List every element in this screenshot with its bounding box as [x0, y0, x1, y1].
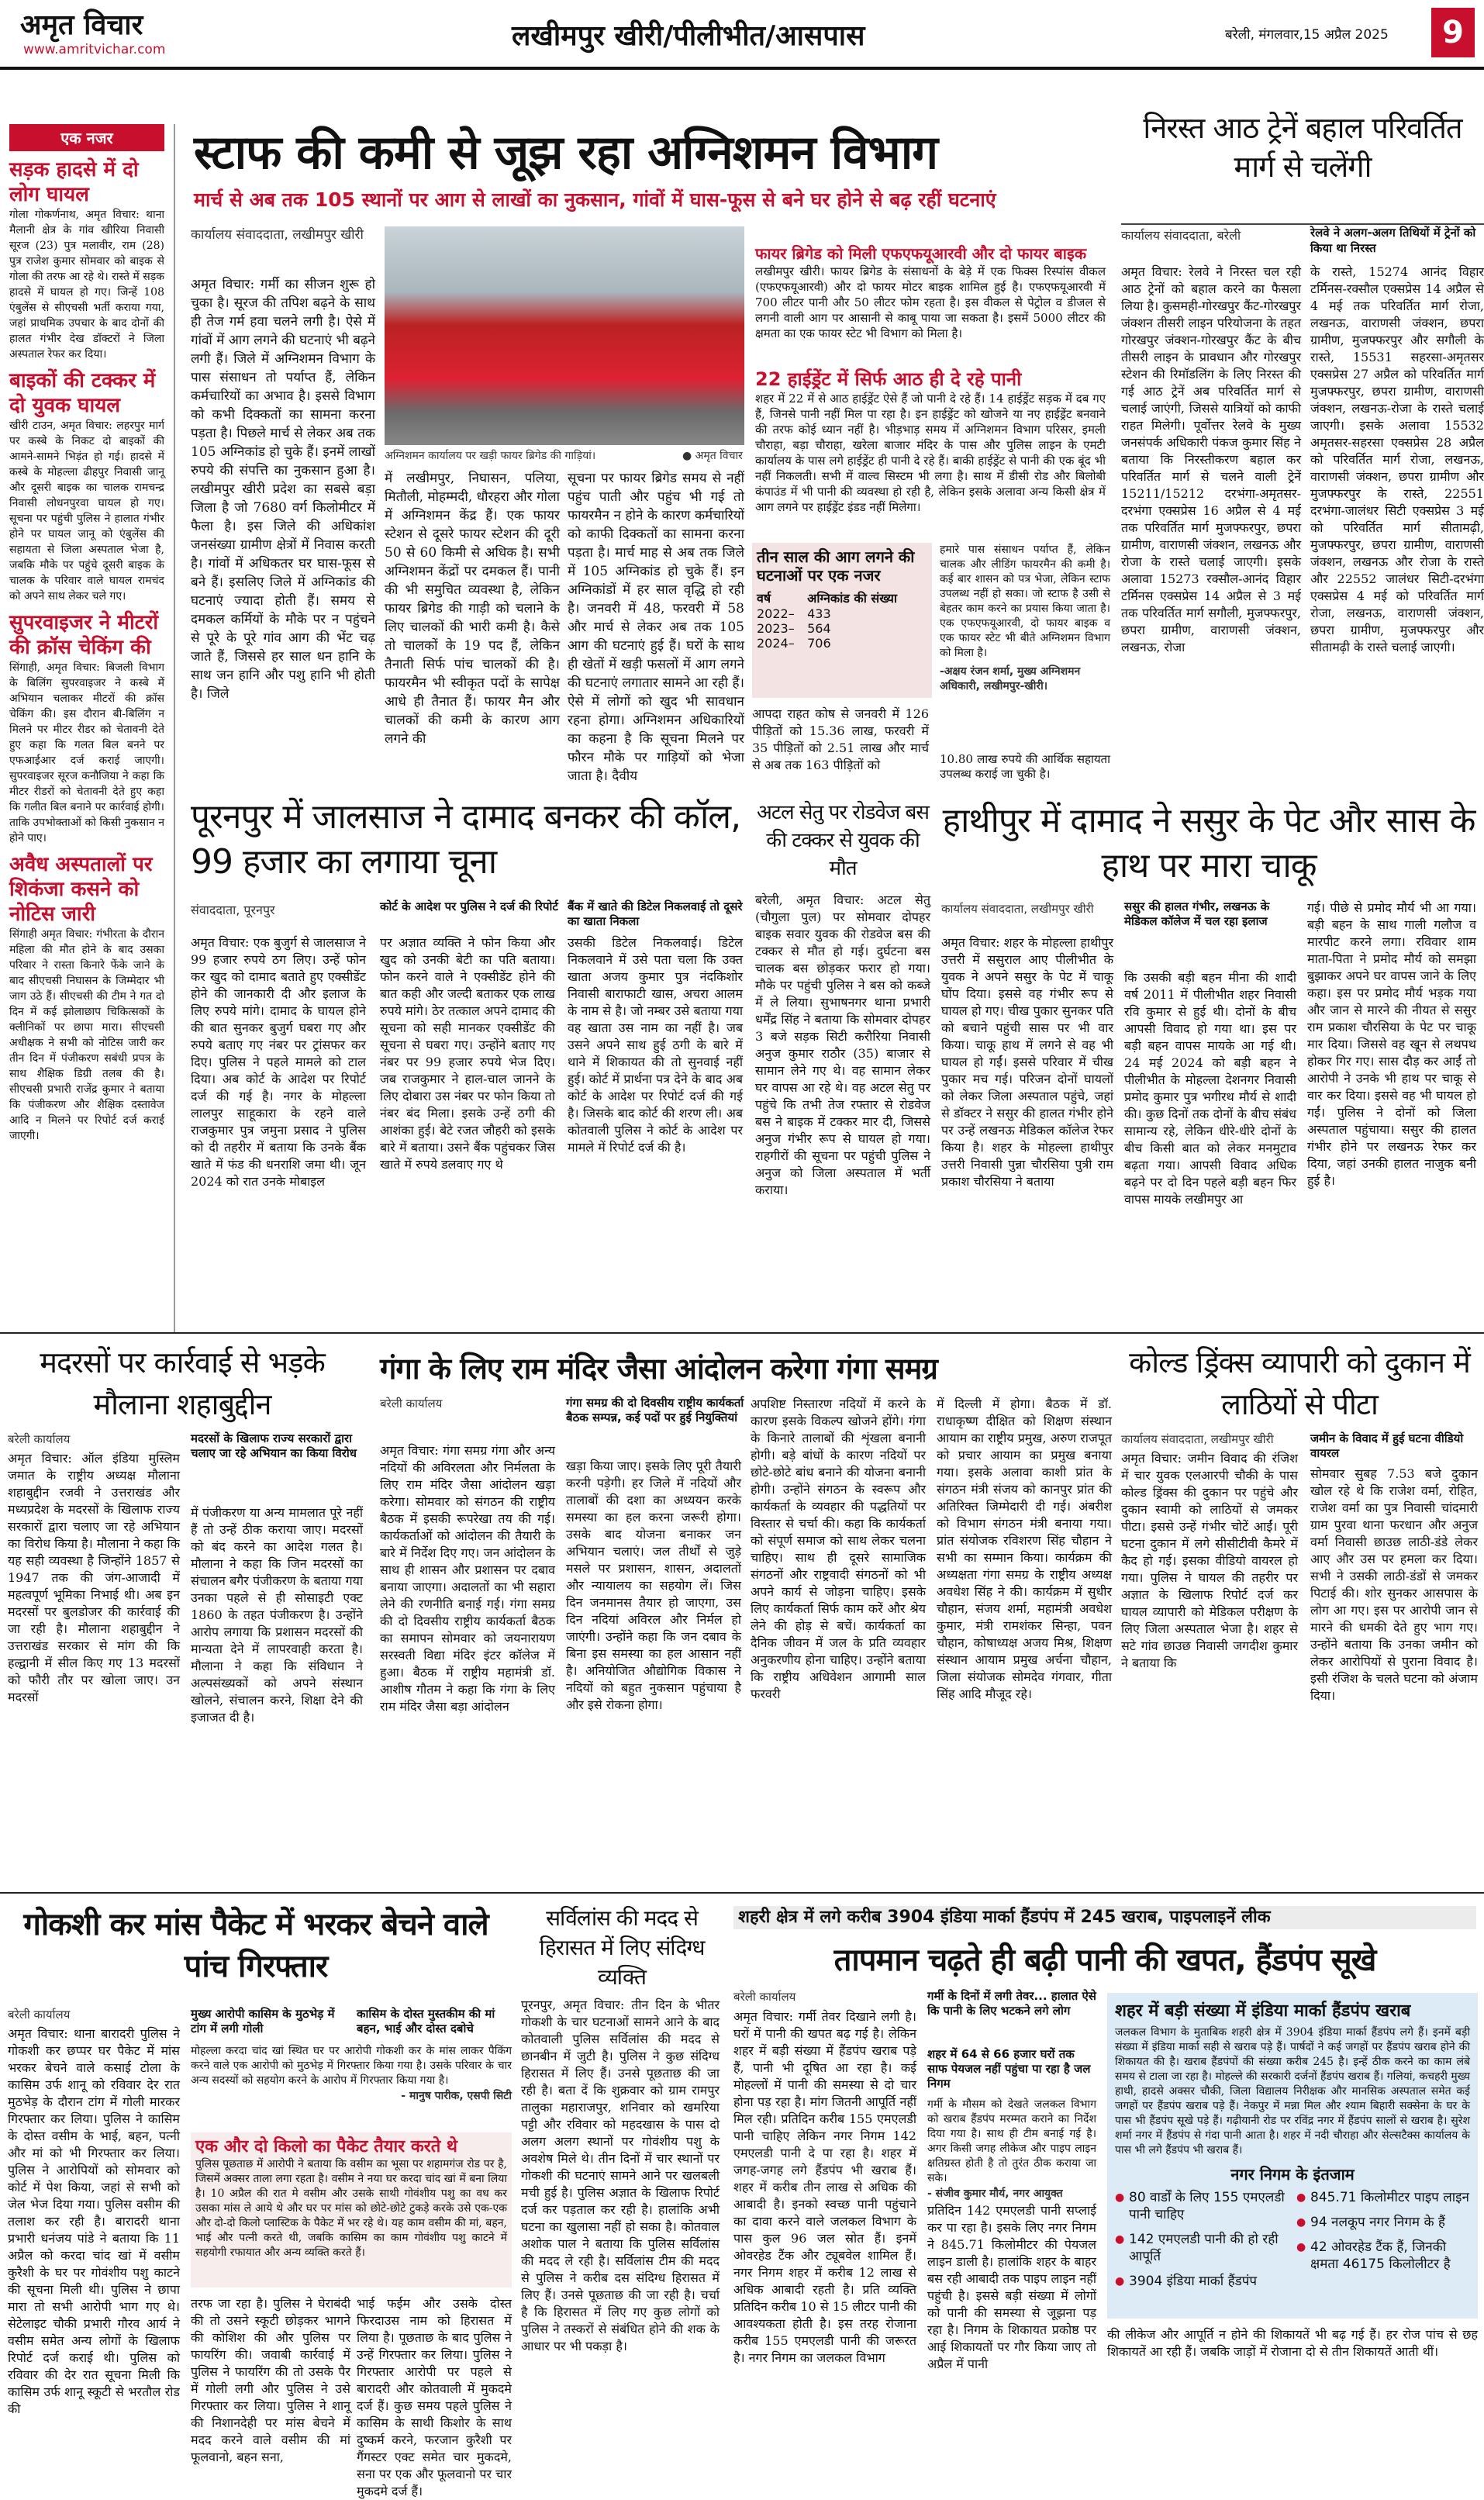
water-box-text: जलकल विभाग के मुताबिक शहरी क्षेत्र में 3904 इंडिया मार्का हैंडपंप लगे हैं। इनमें बड़ी संख्या में इंडिया मार्का सही से खराब पड़े हैं। पार्षदों ने कई जगहों पर हैंडपंप खराब होने की शिकायत की है। खराब हैंडपंपों की संख्या करीब 245 है। इन्हें ठीक करने का काम लंबे समय से टाला जा रहा है। मोहल्ले की सरकारी दर्जनों हैंडपंप खराब हैं। गलियां, कचहरी मुख्य हाथी, हादसे अक्सर चौकी, जिला विद्यालय निरीक्षक और मानसिक अस्पताल समेत कई जगहों पर हैंडपंप खराब पड़े हैं। नेकपुर में मन्ना मिल और श्याम बिहारी सक्सेना के घर के पास भी हैंडपंप सूखे पड़े हैं। गढ़ीयानी रोड पर रविंद्र नगर में हैंडपंप सालों से खराब है। सुरेश शर्मा नगर में हैंडपंप से गंदा पानी आता है। शहर में नदी चौराहा और सेल्सटैक्स कार्यालय के पास भी लगे हैंडपंप भी खराब हैं।	[1115, 2026, 1470, 2156]
fire-col-1: अमृत विचार: गर्मी का सीजन शुरू हो चुका है। सूरज की तपिश बढ़ने के साथ ही तेज गर्म हवा चलने लगी है। ऐसे में गांवों में आग लगने की घटनाएं भी बढ़ने लगी हैं। जिले में अग्निशमन विभाग के पास संसाधन तो पर्याप्त हैं, लेकिन कर्मचारियों का अभाव है। इससे विभाग को कभी दिक्कतों का सामना करना पड़ता है। पिछले मार्च से लेकर अब तक 105 अग्निकांड हो चुके हैं। इनमें लाखों रुपये की संपत्ति का नुकसान हुआ है। लखीमपुर खीरी प्रदेश का सबसे बड़ा जिला है जो 7680 वर्ग किलोमीटर में फैला है। इस जिले की अधिकांश जनसंख्या ग्रामीण क्षेत्रों में निवास करती है। गांवों में अधिकतर घर घास-फूस से बने हैं। इसलिए जिले में अग्निकांड की घटनाएं ज्यादा होती हैं। समय से दमकल कर्मियों के मौके पर न पहुंचने से पूरे के पूरे गांव आग की भेंट चढ़ जाते हैं, जिससे हर साल धन हानि के साथ जन हानि और पशु हानि भी होती है। जिले	[191, 277, 375, 702]
trains-side-tag: रेलवे ने अलग-अलग तिथियों में ट्रेनों को किया था निरस्त	[1310, 226, 1476, 255]
cow-sub-headline: एक और दो किलो का पैकेट तैयार करते थे	[195, 2137, 457, 2156]
cow-headline: गोकशी कर मांस पैकेट में भरकर बेचने वाले पांच गिरफ्तार	[23, 1907, 488, 1984]
list-item: ● 94 नलकूप नगर निगम के हैं	[1296, 2214, 1470, 2231]
list-item: ● 845.71 किलोमीटर पाइप लाइन	[1296, 2189, 1470, 2206]
cow-col-2: तरफ जा रहा है। पुलिस ने घेराबंदी की तो उसने स्कूटी छोड़कर भागने की कोशिश की और पुलिस पर फायरिंग की। जवाबी कार्रवाई में पुलिस ने फायरिंग की तो उसके पैर में गोली लगी और पुलिस ने उसे गिरफ्तार कर लिया। पुलिस ने शानू की निशानदेही पर मांस बेचने में मदद करने वाले वसीम की मां फूलवानो, बहन सना,	[191, 2296, 350, 2464]
madrasa-col-1: अमृत विचार: ऑल इंडिया मुस्लिम जमात के राष्ट्रीय अध्यक्ष मौलाना शहाबुद्दीन रजवी ने उत्तराखंड और मध्यप्रदेश के मदरसों के खिलाफ राज्य सरकारों द्वारा चलाए जा रहे अभियान का विरोध किया है। मौलाना ने कहा कि यह सही व्यवस्था है जिन्होंने 1857 से 1947 तक की जंग-आजादी में महत्वपूर्ण भूमिका निभाई थी। अब इन मदरसों पर बुलडोजर की कार्रवाई की जा रही है। मौलाना शहाबुद्दीन ने उत्तराखंड सरकार से मांग की कि हल्द्वानी में सील किए गए 13 मदरसों को फौरी तौर पर खोला जाए। उन मदरसों	[8, 1451, 180, 1704]
trains-headline-box	[1121, 109, 1484, 225]
brief-item	[9, 368, 164, 604]
fraud-col-2: पर अज्ञात व्यक्ति ने फोन किया और खुद को उनकी बेटी का पति बताया। फोन करने वाले ने एक्सीडेंट होने की बात कही और जल्दी बताकर एक लाख रुपये मांगे। ठेर तत्काल अपने दामाद की सूचना को सही मानकर एक्सीडेंट की सूचना से घबरा गए। उन्होंने बताए गए नंबर पर 99 हजार रुपये भेज दिए। जब राजकुमार ने हाल-चाल जानने के लिए दोबारा उस नंबर पर फोन किया तो नंबर बंद मिला। इसके उन्हें ठगी की आशंका हुई। बेटे रजत जौहरी को इसके बारे में बताया। उसने बैंक पहुंचकर जिस खाते में रुपये डलवाए गए थे	[380, 935, 555, 1172]
cow-col-1: अमृत विचार: थाना बारादरी पुलिस ने गोकशी कर छप्पर घर पैकेट में मांस भरकर बेचने वाले कसाई टोला के कासिम उर्फ शानू को रविवार देर रात मुठभेड़ के दौरान टांग में गोली मारकर गिरफ्तार कर लिया। पुलिस ने कासिम के दोस्त वसीम के भाई, बहन, पत्नी और मां को भी गिरफ्तार कर लिया। पुलिस ने आरोपियों को सोमवार को कोर्ट में पेश किया, जहां से सभी को जेल भेज दिया गया। पुलिस वसीम की तलाश कर रही है। बारादरी थाना प्रभारी धनंजय पांडे ने बताया कि 11 अप्रैल को करदा चांद खां में वसीम कुरैशी के घर पर गोवंशीय पशु काटने की सूचना मिली थी। पुलिस ने छापा मारा तो सभी आरोपी भाग गए थे। सेटेलाइट चौकी प्रभारी गौरव आर्य ने वसीम समेत अन्य लोगों के खिलाफ रिपोर्ट दर्ज कराई थी। पुलिस को रविवार की देर रात सूचना मिली कि कासिम उर्फ शानू स्कूटी से भरतौल रोड की	[8, 2026, 180, 2416]
fraud-tag-1: कोर्ट के आदेश पर पुलिस ने दर्ज की रिपोर्ट	[380, 900, 558, 913]
brief-headline: बाइकों की टक्कर में दो युवक घायल	[9, 369, 156, 417]
fire-table-box	[752, 543, 932, 698]
table-row	[757, 621, 927, 636]
divider	[0, 1892, 1484, 1894]
water-box	[1107, 1993, 1478, 2319]
brief-item	[9, 852, 164, 1144]
fire-col-3: सूचना पर फायर ब्रिगेड समय से नहीं पहुंच पाती और पहुंच भी गई तो फायरमैन न होने के कारण कर्मचारियों को काफी दिक्कतों का सामना करना पड़ता है। मार्च माह से अब तक जिले में 105 अग्निकांड हो चुके हैं। इन अग्निकांडों में हर साल वृद्धि हो रही है। जनवरी में 48, फरवरी में 58 और मार्च से लेकर अब तक 105 आग की घटनाएं हुई हैं। घरों के साथ ही खेतों में खड़ी फसलों में आग लगने की घटनाएं लगातार सामने आ रही हैं। ऐसे में लोगों को खुद भी सावधान रहना होगा। अग्निशमन अधिकारियों का कहना है कि सूचना मिलने पर फौरन मौके पर गाड़ियों को भेजा जाता है। दैवीय	[568, 471, 744, 784]
fraud-tag-2: बैंक में खाते की डिटेल निकलवाई तो दूसरे का खाता निकला	[568, 900, 743, 928]
cow-subbox	[191, 2132, 512, 2288]
cow-quote-attribution: - मानुष पारीक, एसपी सिटी	[401, 2090, 512, 2102]
roadways-headline: अटल सेतु पर रोडवेज बस की टक्कर से युवक की मौत	[757, 801, 929, 880]
fire-box-1-head: फायर ब्रिगेड को मिली एफएफयूआरवी और दो फायर बाइक	[755, 244, 1087, 263]
brief-text: खीरी टाउन, अमृत विचार: लहरपुर मार्ग पर कस्बे के निकट दो बाइकों की आमने-सामने भिड़ंत हो गई। हादसे में कस्बे के मोहल्ला ढीहपुर निवासी जानू और दूसरी बाइक का चालक रामचन्द्र निवासी लोधनपुरवा घायल हो गए। सूचना पर पहुंची पुलिस ने हालात गंभीर होने पर घायल जानू को एंबुलेंस की सहायता से जिला अस्पताल भेजा है, जबकि मौके पर पहुंचे दूसरी बाइक के चालक के परिवार वाले घायल रामचंद को अपने साथ लेकर चले गए।	[9, 420, 164, 603]
cow-col-3: भाई फईम और उसके दोस्त फिरदाउस नाम को हिरासत में लिया है। पूछताछ के बाद पुलिस ने उन्हें गिरफ्तार कर लिया। पुलिस ने गिरफ्तार आरोपी पर पहले से बारादरी और कोतवाली में मुकदमे दर्ज हैं। कुछ समय पहले पुलिस ने कासिम के साथी किशोर के साथ दुष्कर्म करने, फरजान कुरैशी पर गैंगस्टर एक्ट समेत चार मुकदमे, सना पर एक और फूलवानो पर चार मुकदमे दर्ज हैं।	[357, 2296, 512, 2498]
fire-quote-text: हमारे पास संसाधन पर्याप्त हैं, लेकिन चालक और लीडिंग फायरमैन की कमी है। कई बार शासन को पत्र भेजा, लेकिन स्टाफ उपलब्ध नहीं हो सका। जो स्टाफ है उसी से बेहतर काम करने का प्रयास किया जाता है। एक एफएफयूआरवी, दो फायर बाइक व एक फायर स्टेट भी बीते अग्निशमन विभाग को मिला है।	[940, 544, 1110, 659]
table-cell: 2023–	[757, 621, 795, 636]
fire-photo	[385, 226, 744, 445]
water-quote	[927, 2098, 1096, 2198]
ganga-col-4: में दिल्ली में होगा। बैठक में डॉ. राधाकृष्ण दीक्षित को शिक्षण संस्थान आयाम का राष्ट्रीय प्रमुख, अरुण राजपूत को प्रचार आयाम का प्रमुख बनाया गया। इसके अलावा काशी प्रांत के संगठन मंत्री संजय को कानपुर प्रांत की अतिरिक्त जिम्मेदारी दी गई। अंबरीश को विभाग संगठन मंत्री बनाया गया। प्रांत संयोजक रविशरण सिंह चौहान ने सभी का सम्मान किया। कार्यक्रम की अध्यक्षता गंगा समग्र के राष्ट्रीय अध्यक्ष अवधेश सिंह ने की। कार्यक्रम में सुधीर चौहान, संजय शर्मा, महामंत्री अवधेश कुमार, मंत्री रामशंकर सिन्हा, पवन चौहान, कोषाध्यक्ष अजय मिश्र, शिक्षण संस्थान आयाम प्रमुख अर्चना चौहान, जिला संयोजक सोमदेव गंगवार, गीता सिंह आदि मौजूद रहे।	[937, 1397, 1112, 1701]
list-item: ● 80 वार्डों के लिए 155 एमएलडी पानी चाहिए	[1115, 2189, 1289, 2223]
hathipur-col-3: गई। पीछे से प्रमोद मौर्य भी आ गया। बड़ी बहन के साथ गाली गलौज व मारपीट करने लगा। रविवार शाम माता-पिता ने प्रमोद मौर्य को समझा बुझाकर अपने घर वापस जाने के लिए कहा। इस पर प्रमोद मौर्य भड़क गया और जान से मारने की नीयत से ससुर राम प्रकाश चौरसिया के पेट पर चाकू मार दिया। जिससे वह खून से लथपथ होकर गिर गए। सास दौड़ कर आईं तो आरोपी ने उनके भी हाथ पर चाकू से वार कर दिया। इससे वह भी घायल हो गईं। पुलिस ने दोनों को जिला अस्पताल पहुंचाया। ससुर की हालत गंभीर होने पर लखनऊ रेफर कर दिया, जहां उनकी हालत नाजुक बनी हुई है।	[1307, 900, 1476, 1188]
ganga-byline: बरेली कार्यालय	[380, 1397, 443, 1411]
divider	[0, 1332, 1484, 1334]
dateline: बरेली, मंगलवार,15 अप्रैल 2025	[1225, 27, 1389, 43]
briefs-label: एक नजर	[9, 124, 164, 151]
cow-quote	[191, 2044, 512, 2129]
brief-headline: सुपरवाइजर ने मीटरों की क्रॉस चेकिंग की	[9, 611, 159, 659]
fire-deck: मार्च से अब तक 105 स्थानों पर आग से लाखों का नुकसान, गांवों में घास-फूस से बने घर होने से बढ़ रहीं घटनाएं	[194, 188, 996, 211]
colddrink-headline: कोल्ड ड्रिंक्स व्यापारी को दुकान में लाठियों से पीटा	[1129, 1345, 1470, 1421]
hathipur-headline: हाथीपुर में दामाद ने ससुर के पेट और सास के हाथ पर मारा चाकू	[942, 801, 1475, 886]
fire-col-2: में लखीमपुर, निघासन, पलिया, मितौली, मोहम्मदी, धौरहरा और गोला में अग्निशमन केंद्र हैं। एक फायर स्टेशन से दूसरे फायर स्टेशन की दूरी 50 से 60 किमी से अधिक है। सभी अग्निशमन केंद्रों पर दमकल हैं। पानी की भी समुचित व्यवस्था है, लेकिन फायर ब्रिगेड की गाड़ी को चलाने के लिए चालकों की भारी कमी है। कैसे तो चालकों के 19 पद हैं, लेकिन तैनाती सिर्फ पांच चालकों की है। फायरमैन भी स्वीकृत पदों के सापेक्ष आधे ही तैनात हैं। फायर मैन और चालकों की कमी के कारण आग लगने की	[385, 471, 560, 747]
fire-headline: स्टाफ की कमी से जूझ रहा अग्निशमन विभाग	[194, 126, 938, 180]
brief-headline: अवैध अस्पतालों पर शिकंजा कसने को नोटिस जारी	[9, 853, 153, 926]
table-row	[757, 636, 927, 651]
table-cell: 2022–	[757, 606, 795, 621]
suspect-text: पूरनपुर, अमृत विचार: तीन दिन के भीतर गोकशी के चार घटनाओं सामने आने के बाद कोतवाली पुलिस सर्विलांस की मदद से छानबीन में जुटी है। पुलिस ने कुछ संदिग्ध हिरासत में लिए हैं। उनसे पूछताछ की जा रही है। बता दें कि शुक्रवार को ग्राम रामपुर तालुका महाराजपुर, शनिवार को खमरिया पट्टी और रविवार को महदखास के पास दो अलग अलग स्थानों पर गोवंशीय पशु के अवशेष मिले थे। तीन दिनों में चार स्थानों पर गोकशी की घटनाएं सामने आने पर खलबली मची हुई है। पुलिस अज्ञात के खिलाफ रिपोर्ट दर्ज कर पड़ताल कर रही है। हालांकि अभी घटना का खुलासा नहीं हो सका है। कोतवाल अशोक पाल ने बताया कि पुलिस सर्विलांस की मदद ले रही है। सर्विलांस टीम की मदद से पुलिस ने करीब दस संदिग्ध हिरासत में लिए हैं। उनसे पूछताछ की जा रही है। चर्चा है कि हिरासत में लिए गए कुछ लोगों को पुलिस ने तस्करों से संबंधित होने की शक के आधार पर भी पकड़ा है।	[521, 1998, 720, 2353]
list-item: ● 42 ओवरहेड टैंक हैं, जिनकी क्षमता 46175 किलोलीटर है	[1296, 2239, 1470, 2273]
roadways-text: बरेली, अमृत विचार: अटल सेतु (चौगुला पुल) पर सोमवार दोपहर बाइक सवार युवक की रोडवेज बस की टक्कर से मौत हो गई। दुर्घटना बस चालक बस छोड़कर फरार हो गया। मौके पर पहुंची पुलिस ने बस को कब्जे में ले लिया। सुभाषनगर थाना प्रभारी धर्मेंद्र सिंह ने बताया कि सोमवार दोपहर 3 बजे सड़क सिटी करौरिया निवासी अनुज कुमार राठौर (35) बाजार से सामान लेने गए थे। वह सामान लेकर घर वापस आ रहे थे। वह अटल सेतु पर पहुंचे कि तभी तेज रफ्तार से रोडवेज बस ने बाइक में टक्कर मार दी, जिससे अनुज गंभीर रूप से घायल हो गया। राहगीरों की सूचना पर पहुंची पुलिस ने अनुज को जिला अस्पताल में भर्ती कराया।	[755, 893, 930, 1197]
table-header: वर्ष	[757, 591, 771, 606]
brief-headline: सड़क हादसे में दो लोग घायल	[9, 158, 139, 206]
madrasa-tag: मदरसों के खिलाफ राज्य सरकारों द्वारा चलाए जा रहे अभियान का किया विरोध	[191, 1431, 357, 1460]
list-item: ● 3904 इंडिया मार्का हैंडपंप	[1115, 2273, 1289, 2290]
brief-text: सिंगाही अमृत विचार: गंभीरता के दौरान महिला की मौत होने के बाद उसका परिवार ने रास्ता किनारे फेंके जाने के बाद सीएचसी निघासन के जिम्मेदार भी जाग उठे हैं। सीएचसी की टीम ने गत दो दिन में कई झोलाछाप चिकित्सकों के क्लीनिकों पर छापा मारा। सीएचसी अधीक्षक ने सभी को नोटिस जारी कर तीन दिन में पंजीकरण सबंधी प्रपत्र के साथ शैक्षिक डिग्री तलब की है। सीएचसी प्रभारी राजेंद्र कुमार ने बताया कि पंजीकरण और शैक्षिक दस्तावेज आदि न मिलने पर रिपोर्ट दर्ज कराई जाएगी।	[9, 928, 164, 1142]
trains-headline: निरस्त आठ ट्रेनें बहाल परिवर्तित मार्ग से चलेंगी	[1143, 111, 1462, 184]
trains-col-2: के रास्ते, 15274 आनंद विहार टर्मिनस-रक्सौल एक्सप्रेस 14 अप्रैल से 4 मई तक परिवर्तित मार्ग रोजा, लखनऊ, वाराणसी जंक्शन, छपरा ग्रामीण, मुजफ्फरपुर और सगौली के रास्ते, 15531 सहरसा-अमृतसर एक्सप्रेस 27 अप्रैल को परिवर्तित मार्ग मुजफ्फरपुर, छपरा ग्रामीण, वाराणसी जंक्शन, लखनऊ-रोजा के रास्ते चलाई जाएगी। इसके अलावा 15532 अमृतसर-सहरसा एक्सप्रेस 28 अप्रैल को परिवर्तित मार्ग रोजा, लखनऊ, वाराणसी जंक्शन, छपरा ग्रामीण और मुजफ्फरपुर के रास्ते, 22551 दरभंगा-जालंधर सिटी एक्सप्रेस 3 मई को परिवर्तित मार्ग सीतामढ़ी, मुजफ्फरपुर, छपरा ग्रामीण, वाराणसी जंक्शन, लखनऊ और रोजा के रास्ते और 22552 जालंधर सिटी-दरभंगा एक्सप्रेस 4 मई को परिवर्तित मार्ग रोजा, लखनऊ, वाराणसी जंक्शन, छपरा ग्रामीण, मुजफ्फरपुर और सीतामढ़ी के रास्ते चलाई जाएगी।	[1310, 264, 1484, 654]
table-row	[757, 606, 927, 621]
fire-byline: कार्यालय संवाददाता, लखीमपुर खीरी	[191, 227, 364, 243]
water-col-2: प्रतिदिन 142 एमएलडी पानी सप्लाई कर पा रहा है। इसके लिए नगर निगम ने 845.71 किलोमीटर की पेयजल लाइन डाली है। हालांकि शहर के बाहर बस रही आबादी तक पाइप लाइन नहीं पहुंची है। इससे बड़ी संख्या में लोगों को पानी की समस्या से जूझना पड़ रहा है। निगम के शिकायत प्रकोष्ठ पर आई शिकायतों पर गौर किया जाए तो अप्रैल में पानी	[927, 2203, 1096, 2371]
trains-col-1: अमृत विचार: रेलवे ने निरस्त चल रही आठ ट्रेनों को बहाल करने का फैसला लिया है। कुसमही-गोरखपुर कैंट-गोरखपुर जंक्शन तीसरी लाइन परियोजना के तहत गोरखपुर जंक्शन-गोरखपुर कैंट के बीच तीसरी लाइन के प्रावधान और गोरखपुर स्टेशन की रिमॉडलिंग के लिए निरस्त की गई आठ ट्रेनें अब परिवर्तित मार्ग से चलाई जाएंगी, जिससे यात्रियों को काफी राहत मिलेगी। पूर्वोत्तर रेलवे के मुख्य जनसंपर्क अधिकारी पंकज कुमार सिंह ने बताया कि निरस्तीकरण बहाल कर परिवर्तित मार्ग से चलने वाली ट्रेनें 15211/15212 दरभंगा-अमृतसर-दरभंगा एक्सप्रेस 16 अप्रैल से 4 मई तक परिवर्तित मार्ग मुजफ्फरपुर, छपरा ग्रामीण, वाराणसी जंक्शन, लखनऊ और रोजा के रास्ते चलाई जाएगी। इसके अलावा 15273 रक्सौल-आनंद विहार टर्मिनस एक्सप्रेस 14 अप्रैल से 3 मई तक परिवर्तित मार्ग सगौली, मुजफ्फरपुर, छपरा ग्रामीण, वाराणसी जंक्शन, लखनऊ, रोजा	[1121, 264, 1301, 654]
table-cell: 2024–	[757, 636, 795, 651]
water-col-1: अमृत विचार: गर्मी तेवर दिखाने लगी है। घरों में पानी की खपत बढ़ गई है। लेकिन शहर में बड़ी संख्या में हैंडपंप खराब पड़े हैं, पानी भी दूषित आ रहा है। कई मोहल्लों में पानी की समस्या से दो चार होना पड़ रहा है। मांग जितनी आपूर्ति नहीं मिल रही। प्रतिदिन करीब 155 एमएलडी पानी चाहिए लेकिन नगर निगम 142 एमएलडी पानी दे पा रहा है। शहर में जगह-जगह लगे हैंडपंप भी खराब हैं। शहर में करीब तीन लाख से अधिक की आबादी है। इनको स्वच्छ पानी पहुंचाने का दावा करने वाले जलकल विभाग के पास कुल 96 जल स्रोत हैं। इनमें ओवरहेड टैंक और ट्यूबवेल शामिल हैं। नगर निगम शहर में करीब 12 लाख से अधिक आबादी रहती है। प्रति व्यक्ति प्रतिदिन करीब 10 से 15 लीटर पानी की आवश्यकता होती है। इस तरह रोजाना करीब 155 एमएलडी पानी की जरूरत है। नगर निगम का जलकल विभाग	[733, 2009, 916, 2365]
fire-box-2-head: 22 हाईड्रेंट में सिर्फ आठ ही दे रहे पानी	[755, 368, 1022, 390]
fire-col-5: 10.80 लाख रुपये की आर्थिक सहायता उपलब्ध कराई जा चुकी है।	[940, 752, 1110, 781]
water-quote-attribution: - संजीव कुमार मौर्य, नगर आयुक्त	[927, 2188, 1063, 2200]
fraud-col-3: उसकी डिटेल निकलवाई। डिटेल निकलवाने में उसे पता चला कि उक्त खाता अजय कुमार पुत्र नंदकिशोर निवासी बाराफाटी खास, अचरा आलम के नाम से है। जो नम्बर उसे बताया गया वह खाता उस नाम का नहीं है। जब उसने अपने साथ हुई ठगी के बारे में थाने में शिकायत की तो सुनवाई नहीं हुई। कोर्ट में प्रार्थना पत्र देने के बाद अब कोर्ट के आदेश पर रिपोर्ट दर्ज की गई है। जिसके बाद कोर्ट की शरण ली। अब कोतवाली पुलिस ने कोर्ट के आदेश पर मामले में रिपोर्ट दर्ज की है।	[568, 935, 743, 1155]
fraud-headline: पूरनपुर में जालसाज ने दामाद बनकर की कॉल, 99 हजार का लगाया चूना	[191, 797, 741, 882]
hathipur-col-1: अमृत विचार: शहर के मोहल्ला हाथीपुर उत्तरी में ससुराल आए पीलीभीत के युवक ने अपने ससुर के पेट में चाकू घोंप दिया। इससे वह गंभीर रूप से घायल हो गए। चीख पुकार सुनकर पति को बचाने पहुंची सास पर भी वार किया। चाकू हाथ में लगने से वह भी घायल हो गईं। इससे परिवार में चीख पुकार मच गई। परिजन दोनों घायलों को लेकर जिला अस्पताल पहुंचे, जहां से डॉक्टर ने ससुर की हालत गंभीर होने पर उन्हें लखनऊ मेडिकल कॉलेज रेफर किया है। शहर के मोहल्ला हाथीपुर उत्तरी निवासी पुन्ना चौरसिया पुत्री राम प्रकाश चौरसिया ने बताया	[941, 935, 1113, 1189]
brief-item	[9, 157, 164, 362]
hathipur-side-tag: ससुर की हालत गंभीर, लखनऊ के मेडिकल कॉलेज में चल रहा इलाज	[1124, 900, 1270, 928]
fire-col-4: आपदा राहत कोष से जनवरी में 126 पीड़ितों को 15.36 लाख, फरवरी में 35 पीड़ितों को 2.51 लाख और मार्च से अब तक 163 पीड़ितों को	[752, 706, 929, 772]
water-kicker: शहरी क्षेत्र में लगे करीब 3904 इंडिया मार्का हैंडपंप में 245 खराब, पाइपलाइनें लीक	[733, 1906, 1476, 1929]
water-box-headline: शहर में बड़ी संख्या में इंडिया मार्का हैंडपंप खराब	[1115, 2001, 1411, 2021]
fire-table-title: तीन साल की आग लगने की घटनाओं पर एक नजर	[757, 547, 915, 585]
colddrink-byline: कार्यालय संवाददाता, लखीमपुर खीरी	[1121, 1432, 1274, 1446]
hathipur-col-2: कि उसकी बड़ी बहन मीना की शादी वर्ष 2011 में पीलीभीत शहर निवासी रवि कुमार से हुई थी। दोनों के बीच आपसी विवाद हो गया था। इस पर बड़ी बहन वापस मायके आ गई थी। 24 मई 2024 को बड़ी बहन ने पीलीभीत के मोहल्ला देशनगर निवासी प्रमोद कुमार पुत्र भगीरथ मौर्य से शादी की। कुछ दिनों तक दोनों के बीच संबंध सामान्य रहे, लेकिन धीरे-धीरे दोनों के बीच किसी बात को लेकर मनमुटाव बढ़ता गया। आपसी विवाद अधिक बढ़ने पर दो दिन पहले बड़ी बहन फिर वापस मायके लखीमपुर आ	[1124, 970, 1296, 1207]
water-quote-text: गर्मी के मौसम को देखते जलकल विभाग को खराब हैंडपंप मरम्मत कराने का निर्देश दिया गया है। साथ ही टीम बनाई गई है। अगर किसी जगह लीकेज और पाइप लाइन क्षतिग्रस्त होती है तो तुरंत ठीक कराया जा सके।	[927, 2098, 1096, 2184]
ganga-col-2: खड़ा किया जाए। इसके लिए पूरी तैयारी करनी पड़ेगी। हर जिले में नदियों और तालाबों की दशा का अध्ययन करके समस्या का हल करना जरूरी होगा। उसके बाद योजना बनाकर जन अभियान चलाएं। जल तीर्थों से जुड़े मसले पर प्रशासन, शासन, अदालतों और न्यायालय का सहयोग लें। जिस दिन जनमानस तैयार हो जाएगा, उस दिन नदियां अविरल और निर्मल हो जाएंगी। उन्होंने कहा कि जन दबाव के बिना इस समस्या का हल आसान नहीं है। अनियोजित औद्योगिक विकास ने नदियों को बहुत नुकसान पहुंचाया है और इसे रोकना होगा।	[566, 1459, 741, 1712]
ganga-col-1: अमृत विचार: गंगा समग्र गंगा और अन्य नदियों की अविरलता और निर्मलता के लिए राम मंदिर जैसा आंदोलन खड़ा करेगा। सोमवार को संगठन की राष्ट्रीय बैठक में इसकी रूपरेखा तय की गई। कार्यकर्ताओं को आंदोलन की तैयारी के बारे में निर्देश दिए गए। जन आंदोलन के साथ ही शासन और प्रशासन पर दबाव बनाया जाएगा। अदालतों का भी सहारा लेने की रणनीति बनाई गई। गंगा समग्र की दो दिवसीय राष्ट्रीय कार्यकर्ता बैठक का समापन सोमवार को जयनारायण सरस्वती विद्या मंदिर इंटर कॉलेज में हुआ। बैठक में राष्ट्रीय महामंत्री डॉ. आशीष गौतम ने कहा कि गंगा के लिए राम मंदिर जैसा बड़ा आंदोलन	[380, 1443, 555, 1714]
ganga-headline: गंगा के लिए राम मंदिर जैसा आंदोलन करेगा गंगा समग्र	[380, 1352, 937, 1386]
fire-photo-caption: अग्निशमन कार्यालय पर खड़ी फायर ब्रिगेड की गाड़ियां।	[385, 450, 596, 462]
brief-text: गोला गोकर्णनाथ, अमृत विचार: थाना मैलानी क्षेत्र के गांव खीरिया निवासी सूरज (23) पुत्र मलावीर, राम (28) पुत्र राजेश कुमार सोमवार को बाइक से गोला की तरफ आ रहे थे। रास्ते में सड़क हादसे में घायल हो गए। जिन्हें 108 एंबुलेंस से सीएचसी भर्ती कराया गया, जहां प्राथमिक उपचार के बाद दोनों की हालत गंभीर देख डॉक्टरों ने जिला अस्पताल रेफर कर दिया।	[9, 209, 164, 361]
fire-quote	[940, 543, 1110, 752]
brief-item	[9, 610, 164, 846]
water-tag-1: गर्मी के दिनों में लगी तेवर... हालात ऐसे कि पानी के लिए भटकने लगे लोग	[927, 1989, 1096, 2018]
cow-tag-2: कासिम के दोस्त मुस्तकीम की मां बहन, भाई और दोस्त दबोचे	[357, 2007, 495, 2036]
water-byline: बरेली कार्यालय	[733, 1990, 796, 2004]
water-col-3: की लीकेज और आपूर्ति न होने की शिकायतें भी बढ़ गई हैं। हर रोज पांच से छह शिकायतें आ रही हैं। जबकि जाड़ों में रोजाना दो से तीन शिकायतें आती थीं।	[1107, 2327, 1478, 2359]
colddrink-side-tag: जमीन के विवाद में हुई घटना वीडियो वायरल	[1310, 1431, 1464, 1460]
fire-box-1	[752, 240, 1109, 364]
nagar-nigam-list	[1115, 2189, 1470, 2298]
water-tag-2: शहर में 64 से 66 हजार घरों तक साफ पेयजल नहीं पहुंचा पा रहा है जल निगम	[927, 2047, 1091, 2091]
fire-box-2-text: शहर में 22 में से आठ हाईड्रेंट ऐसे हैं जो पानी दे रहे हैं। 14 हाईड्रेंट सड़क में दब गए हैं, जिनसे पानी नहीं मिल पा रहा है। इन हाईड्रेंट को खोजने या नए हाईड्रेंट बनवाने की तरफ कोई ध्यान नहीं है। भीड़भाड़ समय में अग्निशमन विभाग परिसर, इमली चौराहा, बड़ा चौराहा, खरेला बाजार मंदिर के पास और पुलिस लाइन के एमटी कार्यालय के पास लगे हाईड्रेंट ही पानी दे रहे हैं। बाकी हाईड्रेंट से पानी की एक बूंद भी नहीं निकलती। सभी में वाल्व सिस्टम भी लगा है। साथ में डीसी रोड और बिलोबी कंपाउंड में भी पानी की व्यवस्था हो रही है, लेकिन इसके अलावा अन्य किसी क्षेत्र में आग लगने पर हाईड्रेंट इंडड नहीं मिलेगा।	[755, 392, 1106, 514]
site-logo[interactable]: अमृत विचार	[20, 9, 143, 41]
table-cell: 564	[807, 621, 831, 636]
water-headline: तापमान चढ़ते ही बढ़ी पानी की खपत, हैंडपंप सूखे	[833, 1942, 1376, 1978]
fire-box-1-text: लखीमपुर खीरी। फायर ब्रिगेड के संसाधनों के बेड़े में एक फिक्स रिस्पांस वीकल (एफएफयूआरवी) और दो फायर मोटर बाइक शामिल हुई है। एफएफयूआरवी में 700 लीटर पानी और 50 लीटर फोम रहता है। इस वीकल से पेट्रोल व डीजल से लगनी वाली आग पर आसानी से काबू पाया जा सकता है। इसमें 5000 लीटर की क्षमता का एक फायर स्टेट भी विभाग को मिला है।	[755, 264, 1106, 340]
list-item: ● 142 एमएलडी पानी की हो रही आपूर्ति	[1115, 2231, 1289, 2265]
masthead	[0, 0, 1484, 70]
table-header: अग्निकांड की संख्या	[807, 591, 898, 606]
fire-photo-credit: ● अमृत विचार	[682, 450, 743, 462]
hathipur-byline: कार्यालय संवाददाता, लखीमपुर खीरी	[941, 902, 1094, 916]
colddrink-col-1: अमृत विचार: जमीन विवाद की रंजिश में चार युवक एलआरपी चौकी के पास कोल्ड ड्रिंक्स की दुकान पर पहुंचे और दुकान स्वामी को लाठियों से जमकर पीटा। इससे उन्हें गंभीर चोटें आईं। पूरी घटना दुकान में लगे सीसीटीवी कैमरे में कैद हो गई। इसका वीडियो वायरल हो गया। पुलिस ने घायल की तहरीर पर अज्ञात के खिलाफ रिपोर्ट दर्ज कर घायल व्यापारी को मेडिकल परीक्षण के लिए जिला अस्पताल भेजा है। शहर से सटे गांव छाउछ निवासी जगदीश कुमार ने बताया कि	[1121, 1451, 1298, 1670]
madrasa-headline: मदरसों पर कार्रवाई से भड़के मौलाना शहाबुद्दीन	[40, 1345, 325, 1421]
briefs-column	[0, 124, 175, 1334]
colddrink-col-2: सोमवार सुबह 7.53 बजे दुकान खोल रहे थे कि राजेश वर्मा, रोहित, राजेश वर्मा का पुत्र निवासी चांदमारी ग्राम पुरवा थाना फरधान और अनुज वर्मा निवासी छाउछ लाठी-डंडे लेकर आए और उस पर हमला कर दिया। सभी ने उसकी लाठी-डंडों से जमकर पिटाई की। शोर सुनकर आसपास के लोग आ गए। इस पर आरोपी जान से मारने की धमकी देते हुए भाग गए। उन्होंने बताया कि उनका जमीन को लेकर आरोपियों से पुराना विवाद है। इसी रंजिश के चलते घटना को अंजाम दिया।	[1310, 1466, 1478, 1703]
fire-stats-table	[757, 589, 927, 651]
ganga-tag: गंगा समग्र की दो दिवसीय राष्ट्रीय कार्यकर्ता बैठक सम्पन्न, कई पदों पर हुई नियुक्तियां	[566, 1396, 744, 1424]
fire-quote-attribution: -अक्षय रंजन शर्मा, मुख्य अग्निशमन अधिकारी, लखीमपुर-खीरी।	[940, 665, 1081, 692]
cow-quote-text: मोहल्ला करदा चांद खां स्थित घर पर आरोपी गोकशी कर के मांस लाकर पैकिंग करने वाले एक आरोपी को मुठभेड़ में गिरफ्तार किया गया है। उसके परिवार के चार अन्य सदस्यों को सहयोग करने के आरोप में गिरफ्तार किया गया है।	[191, 2045, 512, 2087]
table-cell: 706	[807, 636, 831, 651]
fraud-col-1: अमृत विचार: एक बुजुर्ग से जालसाज ने 99 हजार रुपये ठग लिए। उन्हें फोन कर खुद को दामाद बताते हुए एक्सीडेंट होने की जानकारी दी और इलाज के लिए रुपये मांगे। दामाद के घायल होने की बात सुनकर बुजुर्ग घबरा गए और रुपये बताए गए नंबर पर ट्रांसफर कर दिए। पुलिस ने पहले मामले को टाल दिया। अब कोर्ट के आदेश पर रिपोर्ट दर्ज की गई है। नगर के मोहल्ला लालपुर साहूकारा के रहने वाले राजकुमार पुत्र जमुना प्रसाद ने पुलिस को दी तहरीर में बताया कि उनके बैंक खाते में फंड की धनराशि जमा थी। जून 2024 को रात उनके मोबाइल	[191, 935, 366, 1189]
suspect-headline: सर्विलांस की मदद से हिरासत में लिए संदिग्ध व्यक्ति	[539, 1905, 705, 1990]
madrasa-col-2: में पंजीकरण या अन्य मामलात पूरे नहीं हैं तो उन्हें ठीक कराया जाए। मदरसों को बंद करने का आदेश गलत है। मौलाना ने कहा कि जिन मदरसों का संचालन बगैर पंजीकरण के बताया गया उनका पहले से ही सोसाइटी एक्ट 1860 के तहत पंजीकरण है। उन्होंने आरोप लगाया कि प्रशासन मदरसों की मान्यता देने में लापरवाही करता है। मौलाना ने कहा कि संविधान ने अल्पसंख्यकों को अपने संस्थान खोलने, संचालन करने, शिक्षा देने की इजाजत दी है।	[191, 1505, 363, 1725]
madrasa-byline: बरेली कार्यालय	[8, 1432, 71, 1446]
fraud-byline: संवाददाता, पूरनपुर	[191, 903, 275, 917]
page-number: 9	[1431, 8, 1475, 57]
fire-box-2	[752, 364, 1109, 535]
cow-byline: बरेली कार्यालय	[8, 2008, 71, 2022]
trains-byline: कार्यालय संवाददाता, बरेली	[1121, 228, 1241, 243]
site-url[interactable]: www.amritvichar.com	[23, 42, 166, 57]
brief-text: सिंगाही, अमृत विचार: बिजली विभाग के बिलिंग सुपरवाइजर ने कस्बे में अभियान चलाकर मीटरों की क्रॉस चेकिंग की। इस दौरान बी-बिलिंग न मिलने पर मीटर रीडर को चेतावनी देते हुए कहा कि गलत बिल बनने पर एफआईआर दर्ज कराई जाएगी। सुपरवाइजर सूरज कनौजिया ने कहा कि मीटर रीडरों को चेतावनी देते हुए कहा कि गलीत बिल बनाने पर कार्रवाई होगी। ताकि उपभोक्ताओं को किसी नुकसान न होने पाए।	[9, 661, 164, 844]
section-title: लखीमपुर खीरी/पीलीभीत/आसपास	[512, 20, 865, 52]
ganga-col-3: अपशिष्ट निस्तारण नदियों में करने के कारण इसके विकल्प खोजने होंगे। गंगा के किनारे तालाबों की शृंखला बनानी होगी। बड़े बांधों के कारण नदियों पर छोटे-छोटे बांध बनाने की योजना बनानी होगी। उन्होंने संगठन के स्वरूप और कार्यकर्ता के व्यवहार की पद्धतियों पर विस्तार से चर्चा की। कहा कि कार्यकर्ता को संपूर्ण समाज को साथ लेकर चलना चाहिए। साथ ही दूसरे सामाजिक संगठनों और राष्ट्रवादी संगठनों को भी अपने कार्य से जोड़ना चाहिए। इसके लिए कार्यकर्ता सिर्फ काम करें और श्रेय लेने की होड़ से बचें। कार्यकर्ता का दैनिक जीवन में जल के प्रति व्यवहार अनुकरणीय होना चाहिए। उन्होंने बताया कि राष्ट्रीय अधिवेशन आगामी साल फरवरी	[751, 1397, 926, 1701]
cow-sub-text: पुलिस पूछताछ में आरोपी ने बताया कि वसीम का भूसा पर शहामगंज रोड पर है, जिसमें अक्सर ताला लगा रहता है। वसीम ने नया घर करदा चांद खां में बना लिया है। 10 अप्रैल की रात मे वसीम और उसके साथी गोवंशीय पशु का वध कर उसका मांस ले आये थे और घर पर मांस को छोटे-छोटे टुकड़े करके उसे एक-एक और दो-दो किलो प्लास्टिक के पैकेट में भर रहे थे। यह काम वसीम की मां, बहन, भाई और पत्नी करते थी, जबकि कासिम का काम गोवंशीय पशु काटने में सहयोगी रफायात और अन्य व्यक्ति करते हैं।	[195, 2158, 507, 2259]
table-cell: 433	[807, 606, 831, 621]
cow-tag-1: मुख्य आरोपी कासिम के मुठभेड़ में टांग में लगी गोली	[191, 2007, 335, 2036]
nagar-nigam-title: नगर निगम के इंतजाम	[1230, 2165, 1355, 2184]
